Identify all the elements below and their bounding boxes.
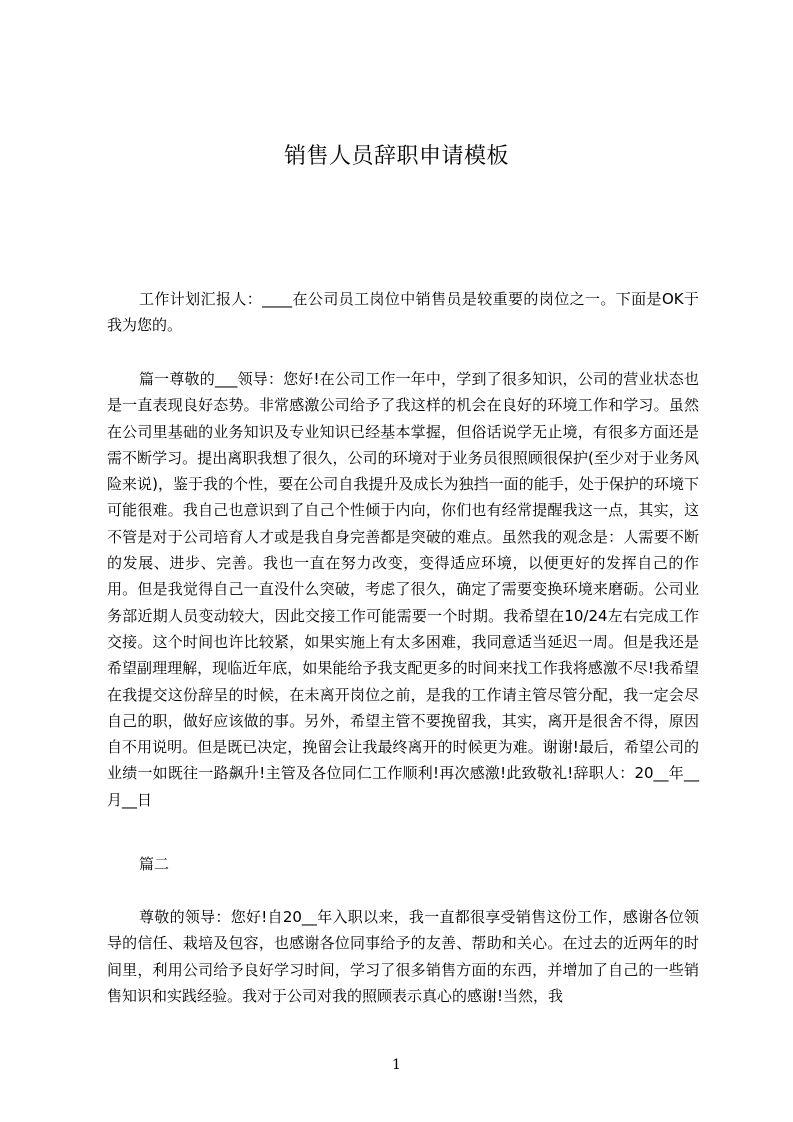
section1-paragraph: 篇一尊敬的___领导：您好!在公司工作一年中，学到了很多知识，公司的营业状态也是一直表现良好态势。非常感激公司给予了我这样的机会在良好的环境工作和学习。虽然在公司里基础的业务知识及专业知识已经基本掌握，但俗话说学无止境，有很多方面还是需不断学习。提出离职我想了很久，公司的环境对于业务员很照顾很保护(至少对于业务风险来说)，鉴于我的个性，要在公司自我提升及成长为独挡一面的能手，处于保护的环境下可能很难。我自己也意识到了自己个性倾于内向，你们也有经常提醒我这一点，其实，这不管是对于公司培育人才或是我自身完善都是突破的难点。虽然我的观念是：人需要不断的发展、进步、完善。我也一直在努力改变，变得适应环境，以便更好的发挥自己的作用。但是我觉得自己一直没什么突破，考虑了很久，确定了需要变换环境来磨砺。公司业务部近期人员变动较大，因此交接工作可能需要一个时期。我希望在10/24左右完成工作交接。这个时间也许比较紧，如果实施上有太多困难，我同意适当延迟一周。但是我还是希望副理理解，现临近年底，如果能给予我支配更多的时间来找工作我将感激不尽!我希望在我提交这份辞呈的时候，在未离开岗位之前，是我的工作请主管尽管分配，我一定会尽自己的职，做好应该做的事。另外，希望主管不要挽留我，其实，离开是很舍不得，原因自不用说明。但是既已决定，挽留会让我最终离开的时候更为难。谢谢!最后，希望公司的业绩一如既往一路飙升!主管及各位同仁工作顺利!再次感激!此致敬礼!辞职人：20__年__月__日 — [107, 370, 699, 809]
intro-paragraph: 工作计划汇报人：____在公司员工岗位中销售员是较重要的岗位之一。下面是OK于我为您的。 — [107, 290, 699, 335]
section2-paragraph: 尊敬的领导：您好!自20__年入职以来，我一直都很享受销售这份工作，感谢各位领导的信任、栽培及包容，也感谢各位同事给予的友善、帮助和关心。在过去的近两年的时间里，利用公司给予良好学习时间，学习了很多销售方面的东西，并增加了自己的一些销售知识和实践经验。我对于公司对我的照顾表示真心的感谢!当然，我 — [107, 908, 699, 1005]
section2-heading: 篇二 — [139, 855, 170, 873]
document-title: 销售人员辞职申请模板 — [283, 144, 509, 169]
page-number: 1 — [392, 1057, 401, 1073]
